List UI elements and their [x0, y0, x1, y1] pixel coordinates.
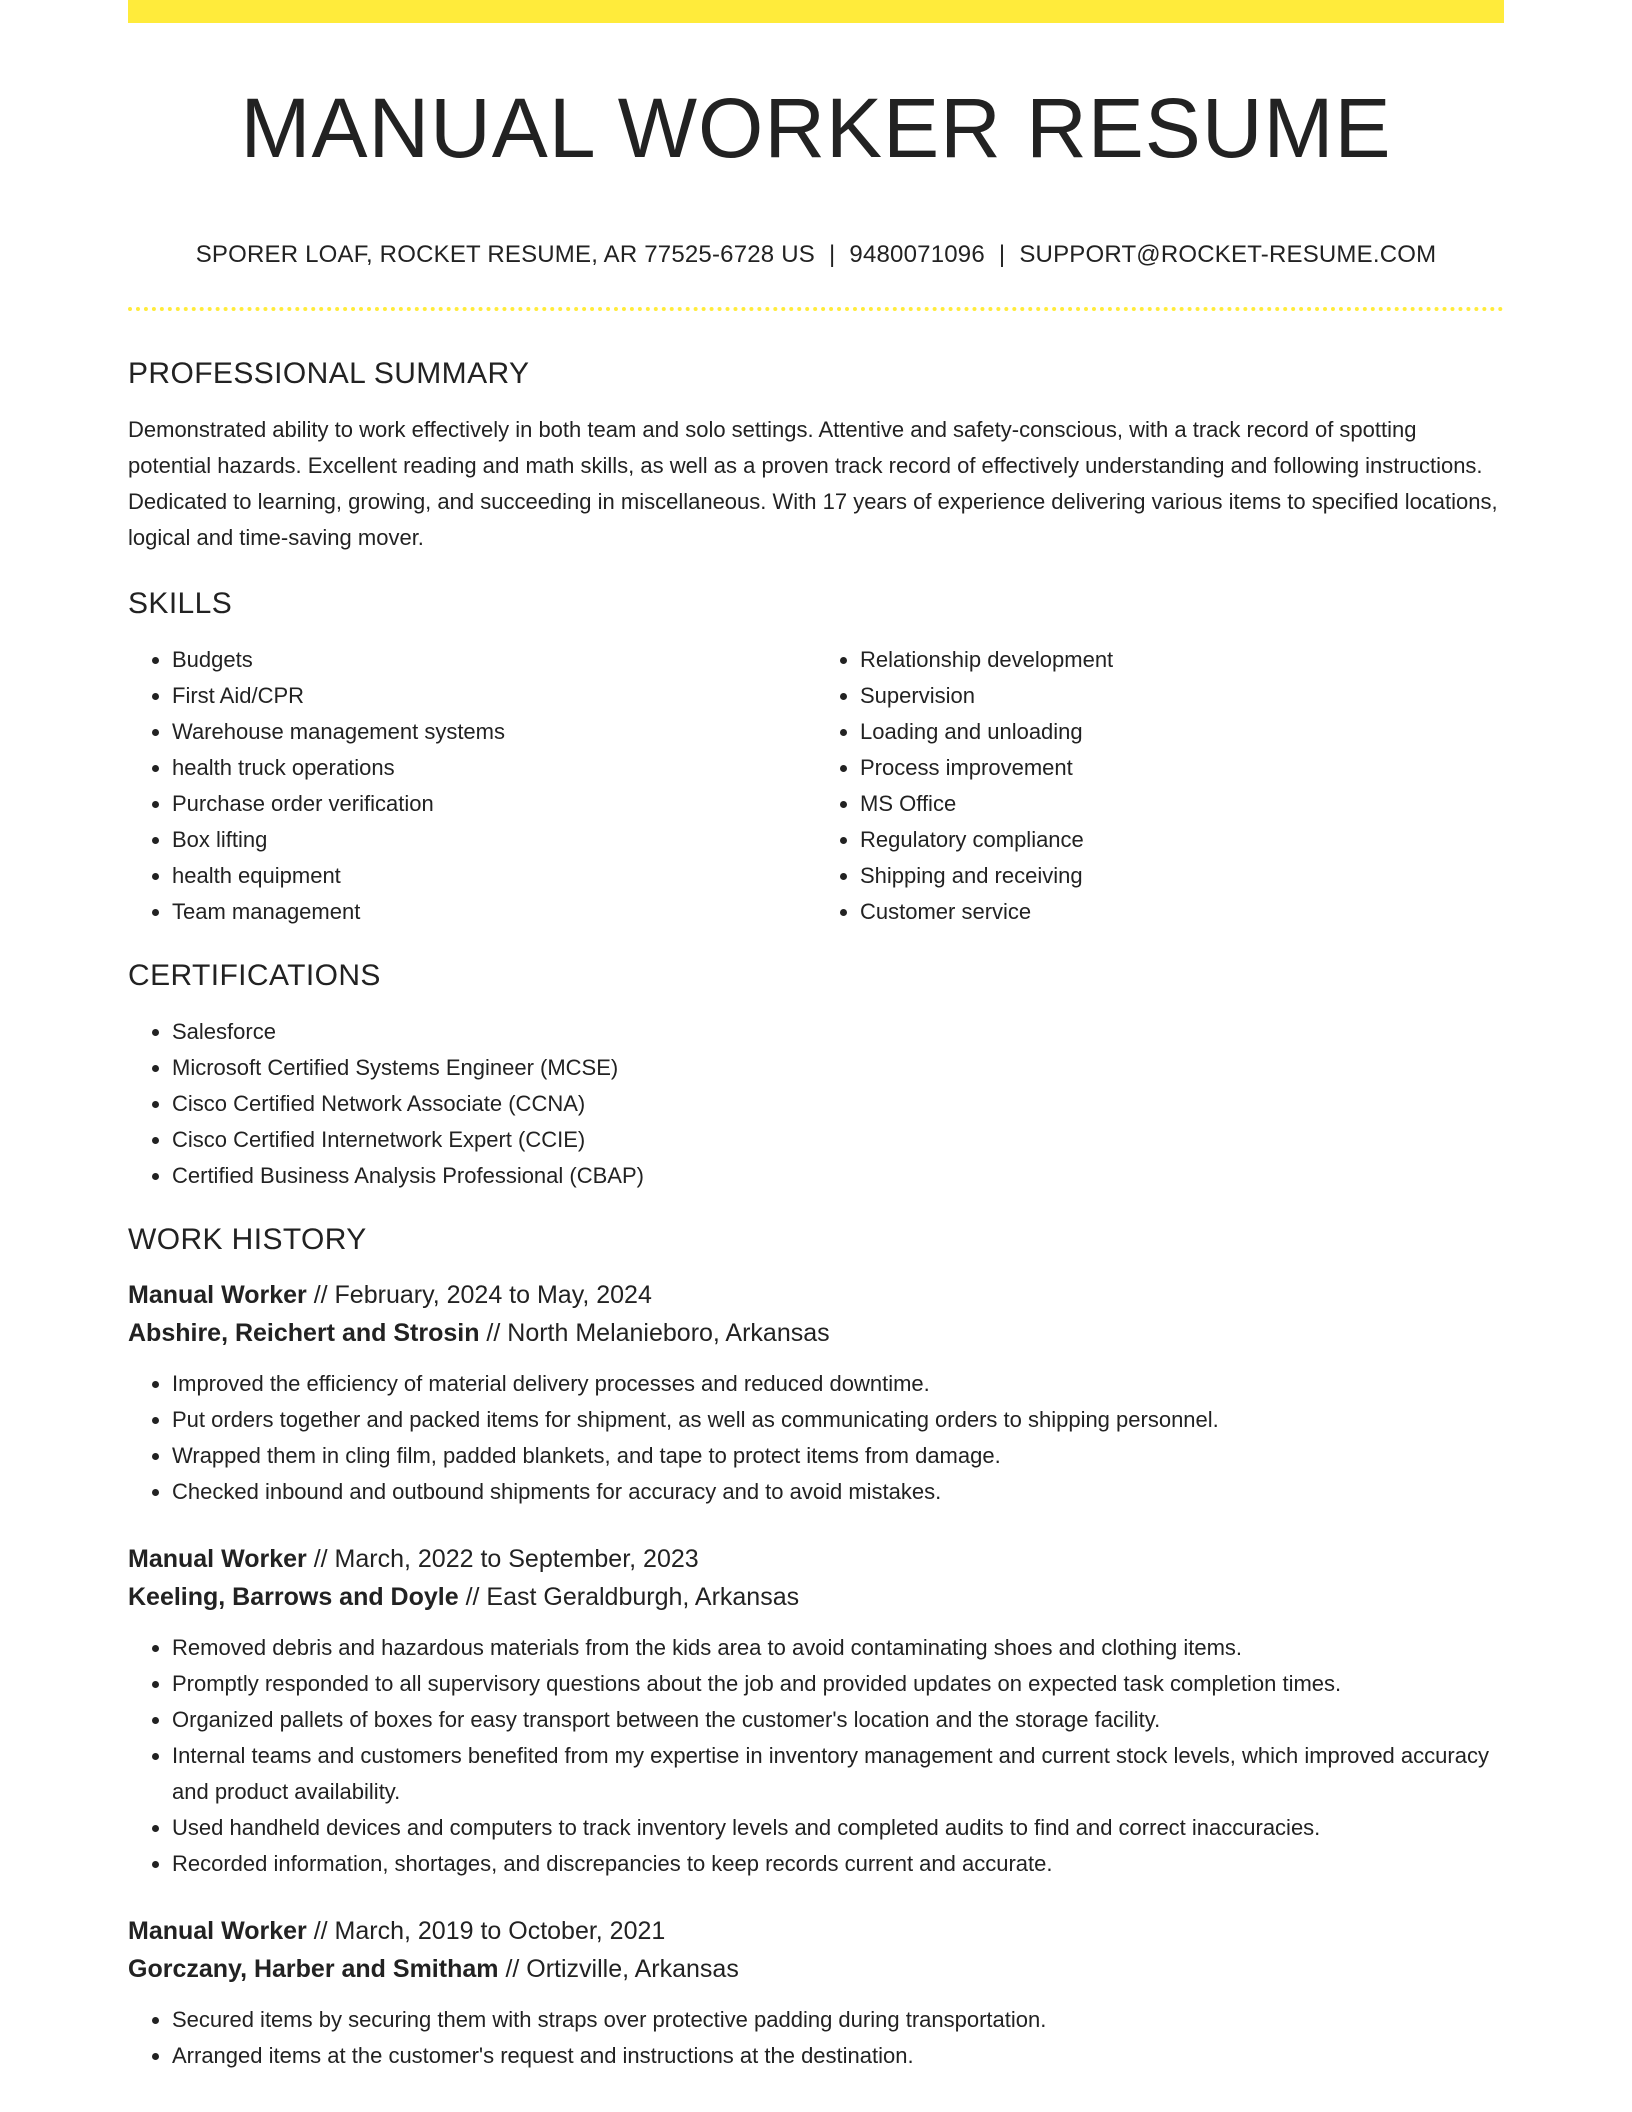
- job-dates: // February, 2024 to May, 2024: [313, 1281, 652, 1309]
- job-entry: [128, 1276, 1504, 1510]
- resume-content: [128, 352, 1504, 2104]
- certification-item: • Cisco Certified Network Associate (CCNA): [172, 1086, 1504, 1122]
- job-location: // East Geraldburgh, Arkansas: [465, 1583, 800, 1611]
- job-company-line: [128, 1314, 1504, 1352]
- job-dates: // March, 2019 to October, 2021: [313, 1917, 666, 1945]
- job-duty: • Checked inbound and outbound shipments for accuracy and to avoid mistakes.: [172, 1474, 1504, 1510]
- skill-item: • health truck operations: [172, 750, 816, 786]
- work-history-heading: WORK HISTORY: [128, 1223, 367, 1256]
- job-entry: [128, 1912, 1504, 2074]
- skill-item: • Purchase order verification: [172, 786, 816, 822]
- certification-item: • Microsoft Certified Systems Engineer (MCSE): [172, 1050, 1504, 1086]
- job-duty: • Put orders together and packed items for shipment, as well as communicating orders to shipping personnel.: [172, 1402, 1504, 1438]
- job-location: // North Melanieboro, Arkansas: [486, 1319, 830, 1347]
- job-duty: • Wrapped them in cling film, padded blankets, and tape to protect items from damage.: [172, 1438, 1504, 1474]
- summary-heading: PROFESSIONAL SUMMARY: [128, 357, 530, 390]
- email: SUPPORT@ROCKET-RESUME.COM: [1019, 241, 1437, 268]
- skills-heading: SKILLS: [128, 587, 233, 620]
- job-title-line: [128, 1540, 1504, 1578]
- job-duties: [128, 1630, 1504, 1882]
- job-duty: • Recorded information, shortages, and discrepancies to keep records current and accurate.: [172, 1846, 1504, 1882]
- job-title: Manual Worker: [128, 1545, 307, 1573]
- skill-item: • Loading and unloading: [860, 714, 1504, 750]
- job-duty: • Promptly responded to all supervisory questions about the job and provided updates on expected task completion times.: [172, 1666, 1504, 1702]
- skill-item: • health equipment: [172, 858, 816, 894]
- job-company-line: [128, 1578, 1504, 1616]
- skills-list: [128, 642, 1504, 930]
- skill-item: • Customer service: [860, 894, 1504, 930]
- separator: |: [828, 241, 836, 268]
- job-duties: [128, 2002, 1504, 2074]
- job-company: Abshire, Reichert and Strosin: [128, 1319, 480, 1347]
- job-duty: • Removed debris and hazardous materials from the kids area to avoid contaminating shoes and clothing items.: [172, 1630, 1504, 1666]
- certifications-list: [128, 1014, 1504, 1194]
- separator: |: [998, 241, 1006, 268]
- certification-item: • Cisco Certified Internetwork Expert (CCIE): [172, 1122, 1504, 1158]
- skill-item: • Budgets: [172, 642, 816, 678]
- job-duty: • Used handheld devices and computers to track inventory levels and completed audits to find and correct inaccuracies.: [172, 1810, 1504, 1846]
- job-duty: • Improved the efficiency of material delivery processes and reduced downtime.: [172, 1366, 1504, 1402]
- skill-item: • Box lifting: [172, 822, 816, 858]
- job-duties: [128, 1366, 1504, 1510]
- skill-item: • Shipping and receiving: [860, 858, 1504, 894]
- certification-item: • Salesforce: [172, 1014, 1504, 1050]
- job-entry: [128, 1540, 1504, 1882]
- job-title-line: [128, 1912, 1504, 1950]
- dotted-divider: [128, 307, 1504, 311]
- job-title: Manual Worker: [128, 1281, 307, 1309]
- certification-item: • Certified Business Analysis Professional (CBAP): [172, 1158, 1504, 1194]
- skill-item: • Supervision: [860, 678, 1504, 714]
- job-company-line: [128, 1950, 1504, 1988]
- skills-column-left: [128, 642, 816, 930]
- job-location: // Ortizville, Arkansas: [505, 1955, 739, 1983]
- skills-column-right: [816, 642, 1504, 930]
- job-duty: • Internal teams and customers benefited from my expertise in inventory management and current stock levels, which improved accuracy and product availability.: [172, 1738, 1504, 1810]
- skill-item: • Relationship development: [860, 642, 1504, 678]
- job-title: Manual Worker: [128, 1917, 307, 1945]
- phone: 9480071096: [849, 241, 985, 268]
- skill-item: • MS Office: [860, 786, 1504, 822]
- job-duty: • Organized pallets of boxes for easy transport between the customer's location and the storage facility.: [172, 1702, 1504, 1738]
- skill-item: • Process improvement: [860, 750, 1504, 786]
- job-company: Gorczany, Harber and Smitham: [128, 1955, 499, 1983]
- job-company: Keeling, Barrows and Doyle: [128, 1583, 459, 1611]
- contact-line: [128, 237, 1504, 273]
- job-duty: • Arranged items at the customer's request and instructions at the destination.: [172, 2038, 1504, 2074]
- accent-bar: [128, 0, 1504, 23]
- job-dates: // March, 2022 to September, 2023: [313, 1545, 699, 1573]
- skill-item: • Team management: [172, 894, 816, 930]
- address: SPORER LOAF, ROCKET RESUME, AR 77525-6728 US: [195, 241, 815, 268]
- certifications-heading: CERTIFICATIONS: [128, 959, 381, 992]
- job-title-line: [128, 1276, 1504, 1314]
- job-duty: • Secured items by securing them with straps over protective padding during transportation.: [172, 2002, 1504, 2038]
- summary-text: Demonstrated ability to work effectively in both team and solo settings. Attentive and safety-conscious, with a track record of spotting potential hazards. Excellent reading and math skills, as well as a proven track record of effectively understanding and following instructions. Dedicated to learning, growing, and succeeding in miscellaneous. With 17 years of experience delivering various items to specified locations, logical and time-saving mover.: [128, 417, 1498, 550]
- skill-item: • Warehouse management systems: [172, 714, 816, 750]
- skill-item: • Regulatory compliance: [860, 822, 1504, 858]
- page-title: MANUAL WORKER RESUME: [240, 81, 1392, 175]
- skill-item: • First Aid/CPR: [172, 678, 816, 714]
